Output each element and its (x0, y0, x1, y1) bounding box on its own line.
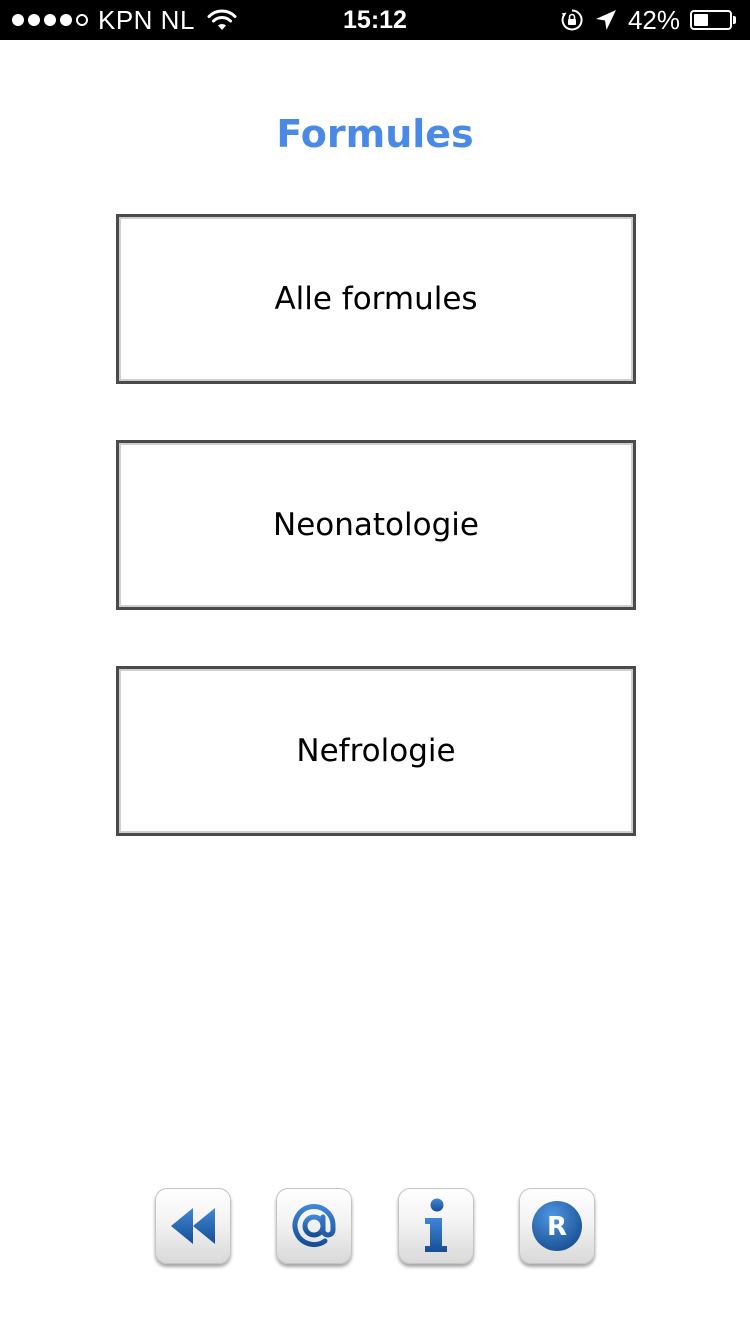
battery-body (690, 10, 732, 30)
rotation-lock-icon (560, 8, 584, 32)
neonatology-button[interactable]: Neonatologie (116, 440, 636, 610)
location-arrow-icon (594, 8, 618, 32)
info-button[interactable] (398, 1188, 474, 1264)
status-right (560, 0, 738, 40)
status-time: 15:12 (343, 6, 407, 34)
battery-fill (694, 14, 708, 26)
email-button[interactable] (276, 1188, 352, 1264)
bottom-toolbar (0, 1188, 750, 1268)
back-button[interactable] (155, 1188, 231, 1264)
r-icon-label: R (546, 1212, 568, 1242)
at-sign-icon (285, 1197, 343, 1255)
battery-percentage: 42% (627, 4, 680, 35)
carrier-name: KPN NL (98, 4, 195, 35)
nephrology-button[interactable]: Nefrologie (116, 666, 636, 836)
status-bar (0, 0, 750, 40)
info-icon (416, 1196, 456, 1256)
battery-icon (690, 9, 738, 31)
registered-button[interactable] (519, 1188, 595, 1264)
all-formulas-button[interactable]: Alle formules (116, 214, 636, 384)
page-title: Formules (276, 112, 474, 156)
rewind-icon (169, 1206, 217, 1246)
r-icon (529, 1198, 585, 1254)
battery-tip (733, 16, 736, 24)
